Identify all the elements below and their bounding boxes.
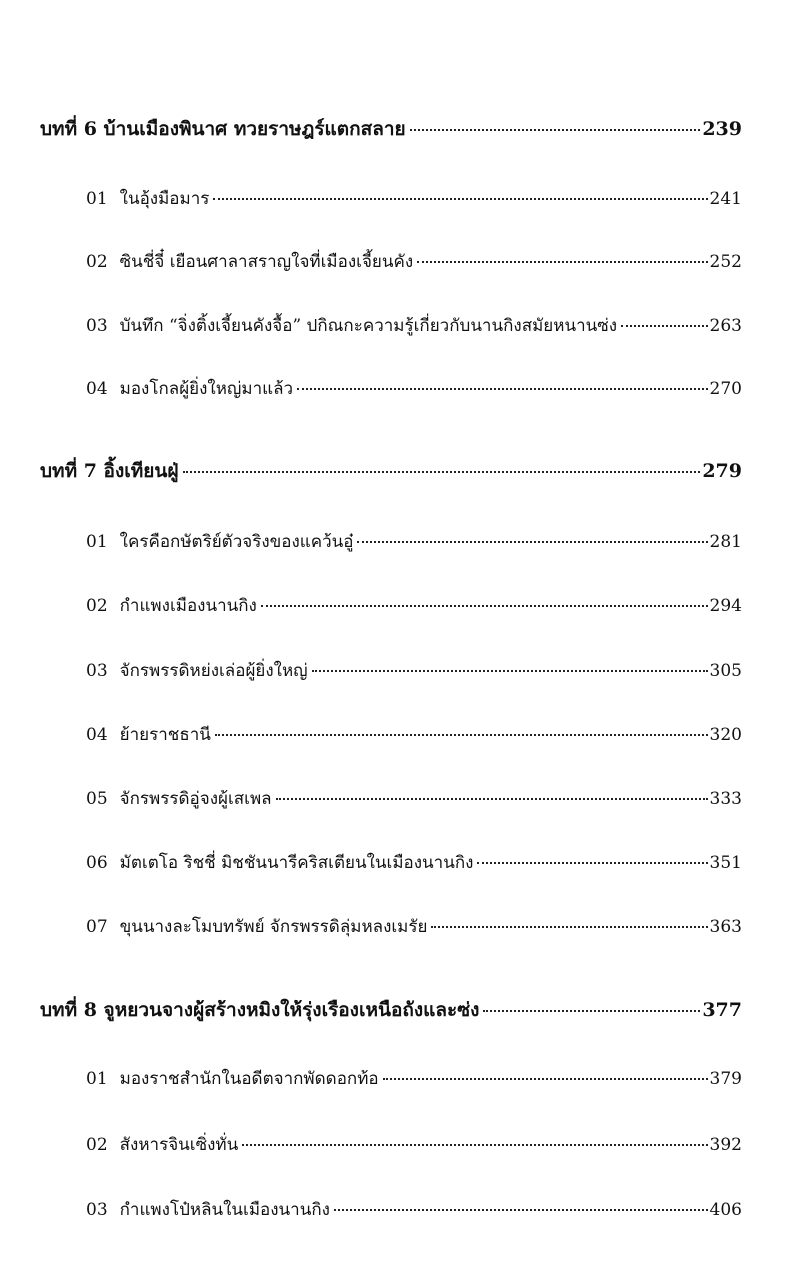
section-title: ในอุ้งมือมาร (119, 189, 210, 209)
section-number: 01 (86, 532, 108, 552)
section-number: 01 (86, 1069, 108, 1089)
section-title: มองราชสำนักในอดีตจากพัดดอกท้อ (119, 1069, 379, 1089)
section-number: 03 (86, 316, 108, 336)
dot-leader (431, 926, 707, 928)
section-entry (86, 657, 742, 684)
chapter-title: บทที่ 7 อิ้งเทียนฝู่ (40, 460, 179, 482)
section-title: จักรพรรดิอู่จงผู้เสเพล (119, 789, 272, 809)
section-number: 07 (86, 917, 108, 937)
dot-leader (410, 129, 701, 131)
dot-leader (483, 1010, 700, 1012)
section-entry (86, 185, 742, 212)
section-title: ย้ายราชธานี (119, 725, 211, 745)
section-number: 02 (86, 596, 108, 616)
page-number: 270 (709, 379, 742, 399)
section-title: มองโกลผู้ยิ่งใหญ่มาแล้ว (119, 379, 294, 399)
dot-leader (334, 1209, 708, 1211)
page-number: 241 (709, 189, 742, 209)
dot-leader (213, 198, 707, 200)
section-entry (86, 1065, 742, 1092)
section-entry (86, 375, 742, 402)
page-number: 252 (709, 252, 742, 272)
page-number: 363 (709, 917, 742, 937)
page-number: 305 (709, 661, 742, 681)
page-number: 279 (702, 460, 742, 482)
dot-leader (276, 798, 708, 800)
section-entry (86, 312, 742, 339)
section-entry (86, 849, 742, 876)
dot-leader (621, 325, 707, 327)
section-number: 04 (86, 725, 108, 745)
chapter-7-entry (40, 456, 742, 486)
dot-leader (383, 1078, 708, 1080)
section-number: 01 (86, 189, 108, 209)
section-entry (86, 1131, 742, 1158)
section-number: 04 (86, 379, 108, 399)
section-title: กำแพงโป๋หลินในเมืองนานกิง (119, 1200, 330, 1220)
chapter-title: บทที่ 8 จูหยวนจางผู้สร้างหมิงให้รุ่งเรืองเหนือถังและซ่ง (40, 999, 480, 1021)
page-number: 263 (709, 316, 742, 336)
section-title: ใครคือกษัตริย์ตัวจริงของแคว้นอู๋ (119, 532, 354, 552)
page-number: 281 (709, 532, 742, 552)
section-title: มัตเตโอ ริชชี่ มิชชันนารีคริสเตียนในเมืองนานกิง (119, 853, 474, 873)
dot-leader (297, 388, 707, 390)
chapter-6-entry (40, 114, 742, 144)
section-entry (86, 913, 742, 940)
dot-leader (183, 471, 701, 473)
section-entry (86, 785, 742, 812)
section-entry (86, 528, 742, 555)
page-number: 377 (702, 999, 742, 1021)
section-entry (86, 248, 742, 275)
section-title: ขุนนางละโมบทรัพย์ จักรพรรดิลุ่มหลงเมรัย (119, 917, 428, 937)
section-title: สังหารจินเซิ่งทั่น (119, 1135, 239, 1155)
section-title: บันทึก “จิ่งติ้งเจี้ยนคังจื้อ” ปกิณกะความรู้เกี่ยวกับนานกิงสมัยหนานซ่ง (119, 316, 618, 336)
section-number: 02 (86, 1135, 108, 1155)
section-number: 03 (86, 1200, 108, 1220)
section-number: 03 (86, 661, 108, 681)
section-title: ซินชี่จี๋ เยือนศาลาสราญใจที่เมืองเจี้ยนคัง (119, 252, 414, 272)
section-number: 05 (86, 789, 108, 809)
page-number: 320 (709, 725, 742, 745)
page-number: 406 (709, 1200, 742, 1220)
page-number: 379 (709, 1069, 742, 1089)
dot-leader (215, 734, 708, 736)
page-number: 239 (702, 118, 742, 140)
dot-leader (417, 261, 707, 263)
chapter-8-entry (40, 995, 742, 1025)
dot-leader (242, 1144, 707, 1146)
section-entry (86, 592, 742, 619)
page-number: 392 (709, 1135, 742, 1155)
chapter-title: บทที่ 6 บ้านเมืองพินาศ ทวยราษฎร์แตกสลาย (40, 118, 406, 140)
dot-leader (477, 862, 707, 864)
page-number: 294 (709, 596, 742, 616)
section-title: จักรพรรดิหย่งเล่อผู้ยิ่งใหญ่ (119, 661, 308, 681)
page-number: 351 (709, 853, 742, 873)
dot-leader (357, 541, 707, 543)
section-entry (86, 1196, 742, 1223)
section-number: 02 (86, 252, 108, 272)
section-title: กำแพงเมืองนานกิง (119, 596, 257, 616)
section-entry (86, 721, 742, 748)
section-number: 06 (86, 853, 108, 873)
dot-leader (312, 670, 708, 672)
dot-leader (261, 605, 708, 607)
page-number: 333 (709, 789, 742, 809)
